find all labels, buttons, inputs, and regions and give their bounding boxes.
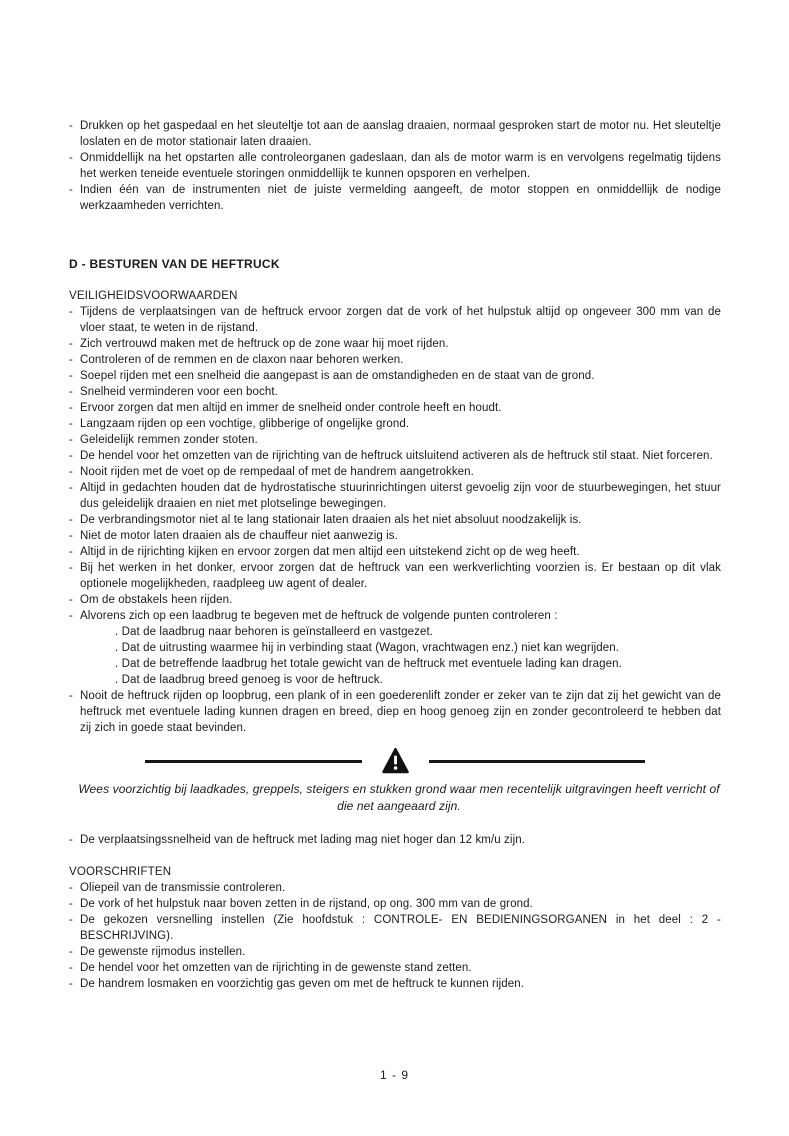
bullet-marker: -: [69, 594, 73, 606]
bullet-marker: -: [69, 450, 73, 462]
bullet-marker: -: [69, 354, 73, 366]
list-item: [69, 182, 721, 214]
bullet-marker: -: [69, 946, 73, 958]
list-item-text: De hendel voor het omzetten van de rijrichting van de heftruck uitsluitend activeren als de heftruck stil staat. Niet forceren.: [80, 450, 713, 462]
divider-line-left: [145, 760, 362, 763]
list-item-text: De verbrandingsmotor niet al te lang stationair laten draaien als het niet absoluut noodzakelijk is.: [80, 514, 582, 526]
list-item-text: Geleidelijk remmen zonder stoten.: [80, 434, 258, 446]
list-item-text: Zich vertrouwd maken met de heftruck op de zone waar hij moet rijden.: [80, 338, 449, 350]
bullet-marker: -: [69, 184, 73, 196]
list-item-text: De gewenste rijmodus instellen.: [80, 946, 246, 958]
bullet-marker: -: [69, 466, 73, 478]
list-item: [69, 118, 721, 150]
list-item: [69, 512, 721, 528]
list-item: [69, 384, 721, 400]
list-item-text: Drukken op het gaspedaal en het sleuteltje tot aan de aanslag draaien, normaal gesproken start de motor nu. Het sleuteltje loslaten en de motor stationair laten draaien.: [80, 120, 721, 148]
bullet-marker: -: [69, 370, 73, 382]
rules-list: [69, 880, 721, 992]
list-item: [69, 432, 721, 448]
bullet-marker: -: [69, 546, 73, 558]
bullet-marker: -: [69, 482, 73, 494]
list-item: [69, 304, 721, 336]
bullet-marker: -: [69, 386, 73, 398]
list-item-text: Ervoor zorgen dat men altijd en immer de snelheid onder controle heeft en houdt.: [80, 402, 502, 414]
list-item: [69, 560, 721, 592]
bullet-marker: -: [69, 120, 73, 132]
list-item-text: Om de obstakels heen rijden.: [80, 594, 233, 606]
bullet-marker: -: [69, 690, 73, 702]
list-item-text: Soepel rijden met een snelheid die aangepast is aan de omstandigheden en de staat van de grond.: [80, 370, 595, 382]
list-item: [69, 528, 721, 544]
bullet-marker: -: [69, 898, 73, 910]
list-item-text: Alvorens zich op een laadbrug te begeven met de heftruck de volgende punten controleren :: [80, 610, 558, 622]
page-number: 1 - 9: [379, 1068, 409, 1082]
list-item-text: Altijd in gedachten houden dat de hydrostatische stuurinrichtingen uiterst gevoelig zijn voor de stuurbewegingen, het stuur dus geleidelijk draaien en niet met plotselinge bewegingen.: [80, 482, 721, 510]
bullet-marker: -: [69, 434, 73, 446]
ramp-check-item: . Dat de betreffende laadbrug het totale gewicht van de heftruck met eventuele lading kan dragen.: [115, 658, 622, 670]
bullet-marker: -: [69, 418, 73, 430]
list-item-text: De handrem losmaken en voorzichtig gas geven om met de heftruck te kunnen rijden.: [80, 978, 525, 990]
list-item-text: De vork of het hulpstuk naar boven zetten in de rijstand, op ong. 300 mm van de grond.: [80, 898, 533, 910]
list-item-text: Nooit de heftruck rijden op loopbrug, een plank of in een goederenlift zonder er zeker van te zijn dat zij het gewicht van de heftruck met eventuele lading kunnen dragen en breed, diep en hoog genoeg zijn en zonder gecontroleerd te hebben dat zij zich in goede staat bevinden.: [80, 690, 721, 734]
list-item-text: Altijd in de rijrichting kijken en ervoor zorgen dat men altijd een uitstekend zicht op de weg heeft.: [80, 546, 580, 558]
list-item: [69, 400, 721, 416]
bullet-marker: -: [69, 562, 73, 574]
list-item-text: Snelheid verminderen voor een bocht.: [80, 386, 278, 398]
list-item: [69, 448, 721, 464]
list-item-text: De gekozen versnelling instellen (Zie hoofdstuk : CONTROLE- EN BEDIENINGSORGANEN in het deel : 2 - BESCHRIJVING).: [80, 914, 721, 942]
safety-list: [69, 304, 721, 736]
list-item: [69, 416, 721, 432]
list-item: [69, 544, 721, 560]
list-item: [69, 896, 721, 912]
list-item-text: Controleren of de remmen en de claxon naar behoren werken.: [80, 354, 404, 366]
divider-line-right: [429, 760, 646, 763]
list-item-text: Langzaam rijden op een vochtige, glibberige of ongelijke grond.: [80, 418, 410, 430]
bullet-marker: -: [69, 306, 73, 318]
list-item: [69, 912, 721, 944]
list-item: [69, 608, 721, 624]
list-item-text: Oliepeil van de transmissie controleren.: [80, 882, 286, 894]
list-item: [69, 150, 721, 182]
list-item: [69, 464, 721, 480]
caution-text: Wees voorzichtig bij laadkades, greppels, steigers en stukken grond waar men recentelijk uitgravingen heeft verricht of die net aangeaard zijn.: [78, 782, 720, 813]
page-content: [69, 118, 721, 992]
bullet-marker: -: [69, 338, 73, 350]
list-item-text: Indien één van de instrumenten niet de juiste vermelding aangeeft, de motor stoppen en onmiddellijk de nodige werkzaamheden verrichten.: [80, 184, 721, 212]
rules-heading: VOORSCHRIFTEN: [69, 866, 172, 878]
bullet-marker: -: [69, 914, 73, 926]
list-item: [69, 688, 721, 736]
bullet-marker: -: [69, 882, 73, 894]
ramp-check-item: . Dat de laadbrug naar behoren is geïnstalleerd en vastgezet.: [115, 626, 434, 638]
list-item: [69, 976, 721, 992]
list-item-text: De verplaatsingssnelheid van de heftruck met lading mag niet hoger dan 12 km/u zijn.: [80, 834, 526, 846]
bullet-marker: -: [69, 610, 73, 622]
ramp-check-item: . Dat de laadbrug breed genoeg is voor de heftruck.: [115, 674, 383, 686]
intro-list: [69, 118, 721, 214]
warning-triangle-icon: [382, 748, 409, 774]
bullet-marker: -: [69, 962, 73, 974]
list-item: [69, 480, 721, 512]
ramp-check-list: [69, 624, 721, 688]
list-item: [69, 352, 721, 368]
list-item: [69, 336, 721, 352]
section-heading: D - BESTUREN VAN DE HEFTRUCK: [69, 257, 280, 271]
list-item: [69, 944, 721, 960]
bullet-marker: -: [69, 514, 73, 526]
bullet-marker: -: [69, 402, 73, 414]
ramp-check-item: . Dat de uitrusting waarmee hij in verbinding staat (Wagon, vrachtwagen enz.) niet kan wegrijden.: [115, 642, 620, 654]
bullet-marker: -: [69, 978, 73, 990]
list-item-text: Niet de motor laten draaien als de chauffeur niet aanwezig is.: [80, 530, 398, 542]
bullet-marker: -: [69, 530, 73, 542]
warning-divider: [145, 748, 645, 774]
list-item: [69, 880, 721, 896]
list-item-text: Onmiddellijk na het opstarten alle controleorganen gadeslaan, dan als de motor warm is en vervolgens regelmatig tijdens het werken teneide eventuele storingen onmiddellijk te kunnen opsporen en verhelpen.: [80, 152, 721, 180]
list-item: [69, 368, 721, 384]
safety-heading: VEILIGHEIDSVOORWAARDEN: [69, 290, 238, 302]
list-item-text: Bij het werken in het donker, ervoor zorgen dat de heftruck van een werkverlichting voorzien is. Er bestaan op dit vlak optionele mogelijkheden, raadpleeg uw agent of dealer.: [80, 562, 721, 590]
list-item: [69, 960, 721, 976]
bullet-marker: -: [69, 152, 73, 164]
list-item: [69, 592, 721, 608]
list-item-text: Nooit rijden met de voet op de rempedaal of met de handrem aangetrokken.: [80, 466, 474, 478]
bullet-marker: -: [69, 834, 73, 846]
list-item-text: De hendel voor het omzetten van de rijrichting in de gewenste stand zetten.: [80, 962, 472, 974]
speed-note: [69, 832, 721, 848]
list-item-text: Tijdens de verplaatsingen van de heftruck ervoor zorgen dat de vork of het hulpstuk altijd op ongeveer 300 mm van de vloer staat, te weten in de rijstand.: [80, 306, 721, 334]
